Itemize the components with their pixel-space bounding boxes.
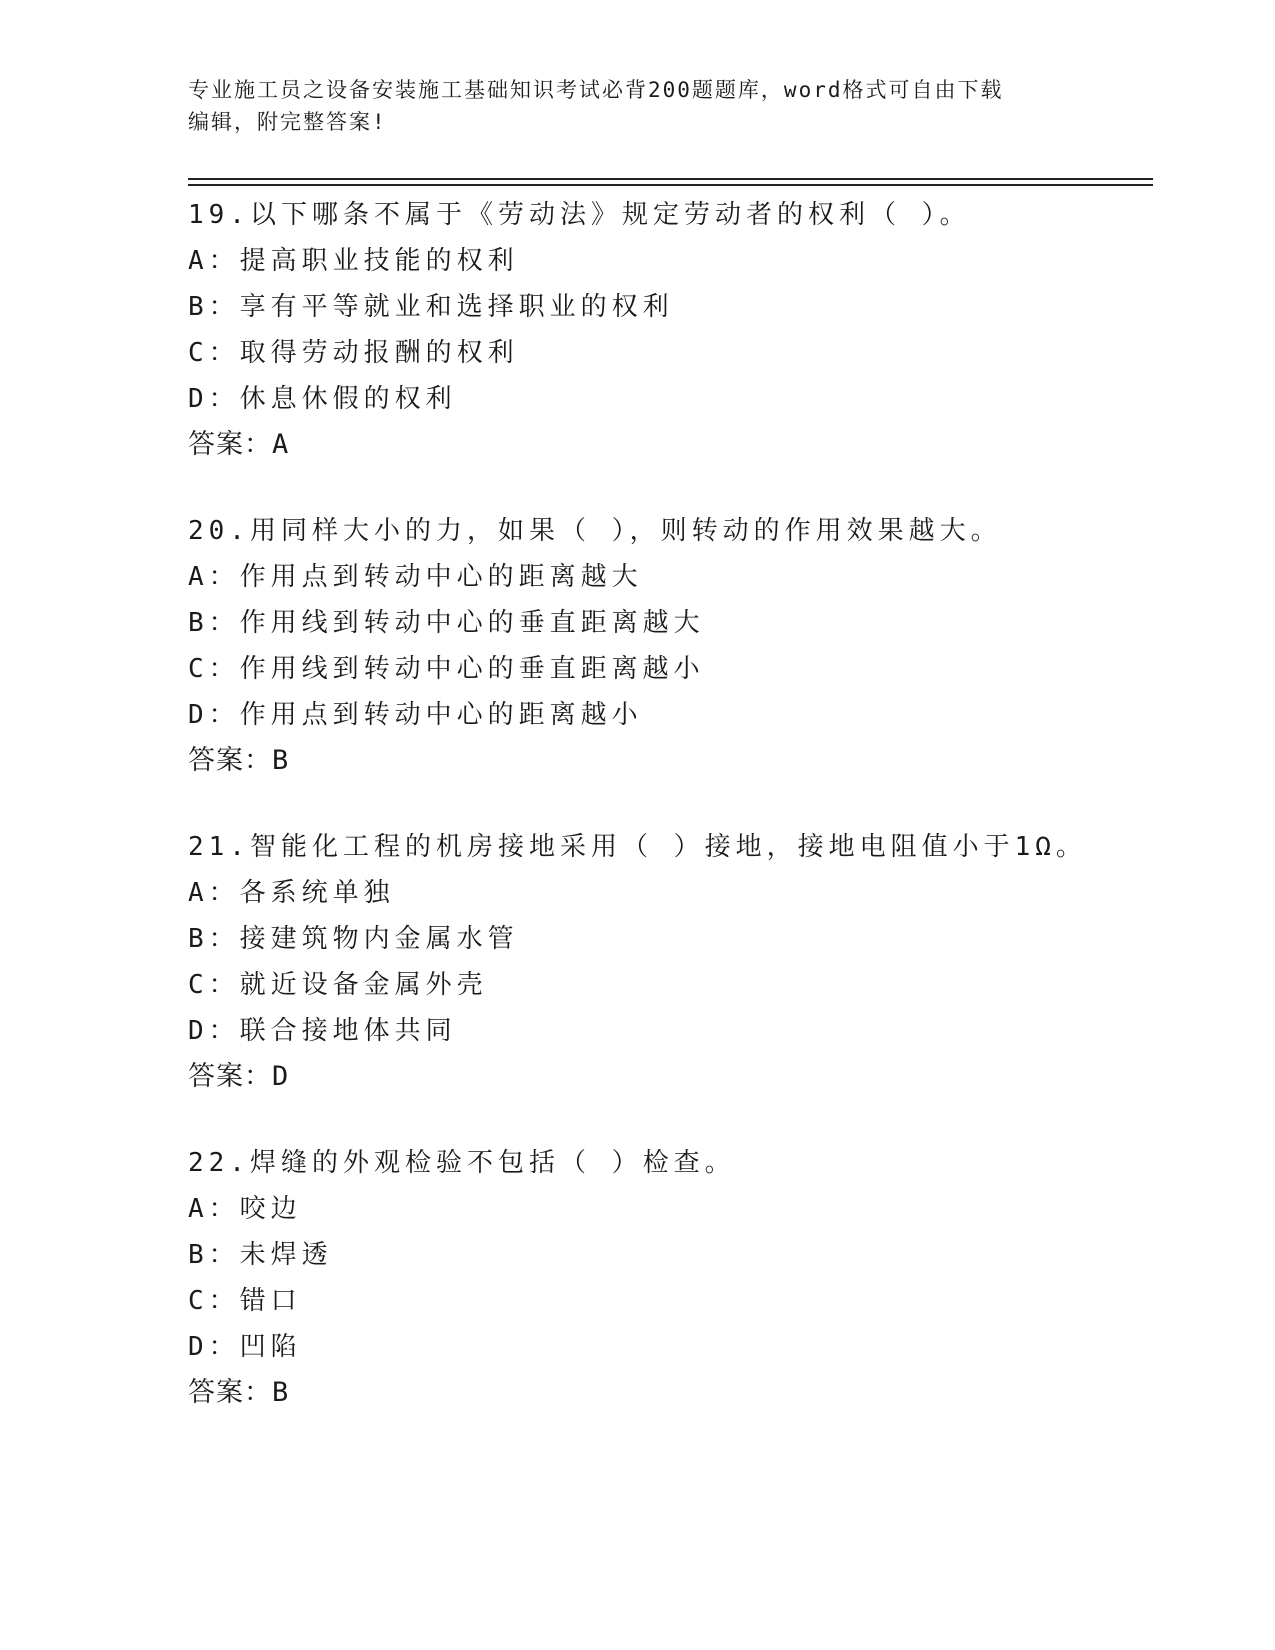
answer-value: B (272, 1377, 290, 1408)
document-header (188, 74, 1088, 138)
header-line-2: 编辑，附完整答案! (188, 110, 387, 134)
header-line-1: 专业施工员之设备安装施工基础知识考试必背200题题库，word格式可自由下载 (188, 78, 1004, 102)
header-divider-top (188, 178, 1153, 180)
answer-label: 答案： (188, 429, 272, 460)
option-b: B：接建筑物内金属水管 (188, 924, 519, 954)
option-d: D：作用点到转动中心的距离越小 (188, 700, 643, 730)
question-stem: 20.用同样大小的力，如果（ ），则转动的作用效果越大。 (188, 516, 1002, 546)
header-divider-bottom (188, 184, 1153, 186)
option-c: C：作用线到转动中心的垂直距离越小 (188, 654, 705, 684)
answer-line (188, 422, 1148, 468)
question-19 (188, 192, 1148, 468)
option-a: A：作用点到转动中心的距离越大 (188, 562, 643, 592)
option-b: B：未焊透 (188, 1240, 333, 1270)
option-d: D：休息休假的权利 (188, 384, 457, 414)
answer-line (188, 1370, 1148, 1416)
option-a: A：提高职业技能的权利 (188, 246, 519, 276)
answer-value: A (272, 429, 290, 460)
answer-label: 答案： (188, 745, 272, 776)
option-b: B：享有平等就业和选择职业的权利 (188, 292, 674, 322)
option-d: D：凹陷 (188, 1332, 302, 1362)
option-c: C：就近设备金属外壳 (188, 970, 488, 1000)
option-a: A：各系统单独 (188, 878, 395, 908)
question-20 (188, 508, 1148, 784)
option-c: C：取得劳动报酬的权利 (188, 338, 519, 368)
question-22 (188, 1140, 1148, 1416)
answer-value: B (272, 745, 290, 776)
answer-value: D (272, 1061, 290, 1092)
option-a: A：咬边 (188, 1194, 302, 1224)
question-stem: 19.以下哪条不属于《劳动法》规定劳动者的权利（ ）。 (188, 200, 971, 230)
question-stem: 22.焊缝的外观检验不包括（ ）检查。 (188, 1148, 736, 1178)
answer-line (188, 738, 1148, 784)
answer-label: 答案： (188, 1061, 272, 1092)
answer-line (188, 1054, 1148, 1100)
option-c: C：错口 (188, 1286, 302, 1316)
question-stem: 21.智能化工程的机房接地采用（ ）接地，接地电阻值小于1Ω。 (188, 832, 1087, 862)
question-21 (188, 824, 1148, 1100)
option-d: D：联合接地体共同 (188, 1016, 457, 1046)
option-b: B：作用线到转动中心的垂直距离越大 (188, 608, 705, 638)
answer-label: 答案： (188, 1377, 272, 1408)
